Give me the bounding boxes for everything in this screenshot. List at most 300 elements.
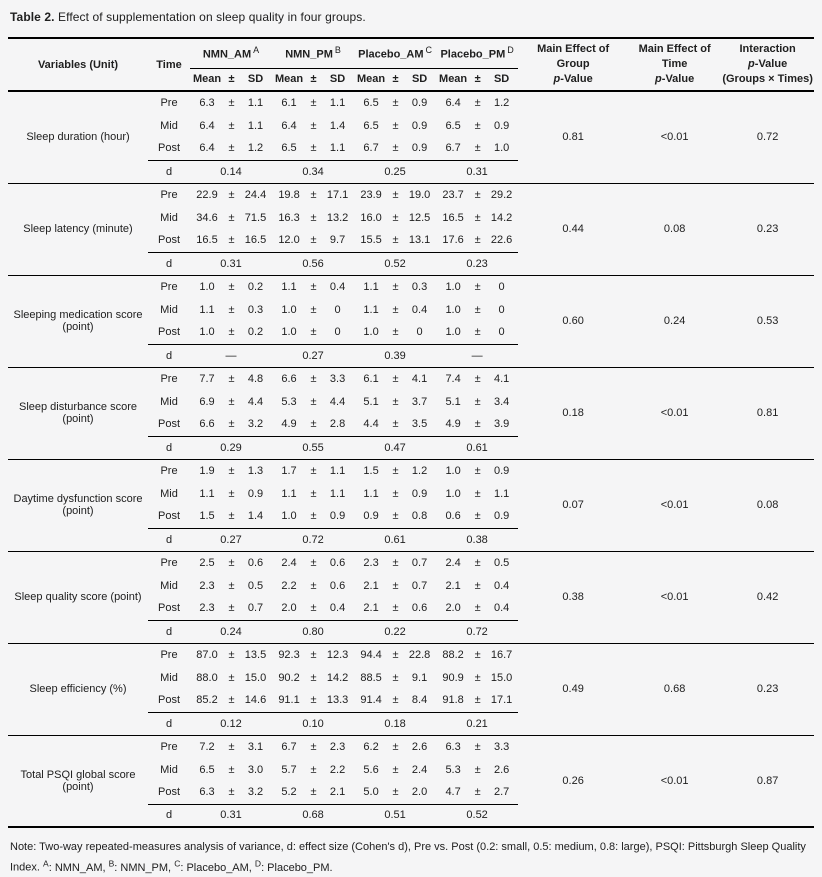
p-interaction-cell: 0.87 bbox=[721, 735, 814, 827]
mean-value: 2.1 bbox=[363, 602, 379, 615]
plus-minus: ± bbox=[388, 367, 403, 390]
mean-value: 1.1 bbox=[272, 275, 306, 298]
sd-value: 2.3 bbox=[321, 735, 354, 758]
sd-value: 22.8 bbox=[403, 643, 436, 666]
d-label-cell: d bbox=[148, 528, 190, 551]
p-time-cell: <0.01 bbox=[628, 367, 721, 459]
plus-minus: ± bbox=[392, 671, 399, 684]
plus-minus: ± bbox=[306, 367, 321, 390]
p-italic: p bbox=[748, 58, 755, 71]
p-interaction-cell: 0.72 bbox=[721, 91, 814, 183]
data-row bbox=[8, 459, 814, 482]
mean-value: 2.5 bbox=[190, 551, 224, 574]
mean-value: 1.1 bbox=[363, 487, 379, 500]
sd-value: 0.4 bbox=[321, 275, 354, 298]
d-value-cell: 0.23 bbox=[436, 252, 518, 275]
time-cell: Post bbox=[157, 142, 180, 155]
plus-minus: ± bbox=[474, 142, 481, 155]
d-value-cell: 0.14 bbox=[190, 160, 272, 183]
sd-value: 2.6 bbox=[493, 763, 510, 776]
mean-value: 4.4 bbox=[363, 418, 379, 431]
p-time-cell: <0.01 bbox=[628, 551, 721, 643]
sd-value: 15.0 bbox=[490, 671, 513, 684]
sd-value: 2.6 bbox=[403, 735, 436, 758]
p-time-cell: <0.01 bbox=[628, 735, 721, 827]
variable-cell: Sleep duration (hour) bbox=[8, 91, 148, 183]
d-value-cell: 0.56 bbox=[272, 252, 354, 275]
sd-value: 1.1 bbox=[493, 487, 510, 500]
mean-value: 90.9 bbox=[442, 671, 464, 684]
mean-value: 2.1 bbox=[363, 579, 379, 592]
data-row bbox=[8, 735, 814, 758]
plus-minus: ± bbox=[474, 694, 481, 707]
sd-value: 0.9 bbox=[411, 142, 428, 155]
plus-minus: ± bbox=[470, 735, 485, 758]
mean-value: 6.5 bbox=[363, 119, 379, 132]
mean-value: 6.7 bbox=[445, 142, 461, 155]
sd-value: 0.4 bbox=[493, 602, 510, 615]
plus-minus: ± bbox=[310, 326, 317, 339]
plus-minus: ± bbox=[306, 735, 321, 758]
note-superscript: B bbox=[108, 858, 115, 869]
mean-value: 6.3 bbox=[436, 735, 470, 758]
mean-value: 1.1 bbox=[281, 487, 297, 500]
col-header-interaction bbox=[721, 38, 814, 91]
sd-value: 3.3 bbox=[321, 367, 354, 390]
d-value-cell: 0.10 bbox=[272, 712, 354, 735]
mean-value: 91.4 bbox=[360, 694, 382, 707]
plus-minus: ± bbox=[228, 418, 235, 431]
d-value-cell: 0.12 bbox=[190, 712, 272, 735]
d-value-cell: 0.38 bbox=[436, 528, 518, 551]
sd-value: 29.2 bbox=[485, 183, 518, 206]
sd-value: 13.2 bbox=[326, 211, 349, 224]
d-value-cell: — bbox=[190, 344, 272, 367]
plus-minus: ± bbox=[392, 602, 399, 615]
note-superscript: A bbox=[43, 858, 49, 869]
time-cell: Mid bbox=[160, 579, 178, 592]
stat-header-line1: Interaction bbox=[739, 43, 796, 56]
plus-minus: ± bbox=[392, 694, 399, 707]
plus-minus: ± bbox=[310, 142, 317, 155]
plus-minus: ± bbox=[310, 418, 317, 431]
sd-value: 0.9 bbox=[493, 510, 510, 523]
sd-value: 0.8 bbox=[411, 510, 428, 523]
plus-minus: ± bbox=[474, 671, 481, 684]
mean-value: 2.3 bbox=[354, 551, 388, 574]
sd-value: 1.4 bbox=[247, 510, 264, 523]
variable-cell: Total PSQI global score (point) bbox=[8, 735, 148, 827]
mean-value: 2.2 bbox=[281, 579, 297, 592]
sd-value: 19.0 bbox=[403, 183, 436, 206]
plus-minus: ± bbox=[392, 579, 399, 592]
sd-value: 1.2 bbox=[485, 91, 518, 114]
time-cell: Pre bbox=[148, 367, 190, 390]
plus-minus: ± bbox=[228, 303, 235, 316]
mean-value: 6.4 bbox=[199, 142, 215, 155]
plus-minus: ± bbox=[388, 459, 403, 482]
table-title-text: Effect of supplementation on sleep quality in four groups. bbox=[58, 10, 366, 24]
plus-minus: ± bbox=[392, 326, 399, 339]
p-group-cell: 0.44 bbox=[518, 183, 628, 275]
mean-value: 6.5 bbox=[281, 142, 297, 155]
mean-value: 6.5 bbox=[199, 763, 215, 776]
table-title-label: Table 2. bbox=[10, 10, 55, 24]
plus-minus: ± bbox=[474, 303, 481, 316]
time-cell: Post bbox=[157, 786, 180, 799]
mean-value: 2.3 bbox=[199, 579, 215, 592]
plus-minus: ± bbox=[392, 487, 399, 500]
mean-value: 1.7 bbox=[272, 459, 306, 482]
mean-value: 91.8 bbox=[442, 694, 464, 707]
p-time-cell: <0.01 bbox=[628, 91, 721, 183]
d-value-cell: 0.80 bbox=[272, 620, 354, 643]
plus-minus: ± bbox=[470, 91, 485, 114]
plus-minus: ± bbox=[388, 551, 403, 574]
mean-value: 1.0 bbox=[199, 326, 215, 339]
mean-value: 1.0 bbox=[445, 303, 461, 316]
plus-minus: ± bbox=[228, 142, 235, 155]
plus-minus: ± bbox=[224, 275, 239, 298]
variable-cell: Sleep efficiency (%) bbox=[8, 643, 148, 735]
d-value-cell: 0.31 bbox=[436, 160, 518, 183]
plus-minus: ± bbox=[474, 395, 481, 408]
plus-minus: ± bbox=[392, 418, 399, 431]
group-superscript: A bbox=[253, 45, 260, 56]
plus-minus: ± bbox=[388, 735, 403, 758]
col-header-sd: SD bbox=[321, 68, 354, 91]
sd-value: 0.5 bbox=[247, 579, 264, 592]
time-cell: Post bbox=[157, 510, 180, 523]
mean-value: 5.3 bbox=[281, 395, 297, 408]
sd-value: 0.2 bbox=[247, 326, 264, 339]
d-value-cell: 0.18 bbox=[354, 712, 436, 735]
d-value-cell: 0.27 bbox=[272, 344, 354, 367]
mean-value: 6.7 bbox=[363, 142, 379, 155]
mean-value: 88.0 bbox=[196, 671, 218, 684]
time-cell: Post bbox=[157, 694, 180, 707]
col-header-group-nmn-am bbox=[190, 38, 272, 68]
sd-value: 2.8 bbox=[329, 418, 346, 431]
plus-minus: ± bbox=[224, 551, 239, 574]
sd-value: 1.1 bbox=[247, 119, 264, 132]
plus-minus: ± bbox=[228, 671, 235, 684]
p-time-cell: <0.01 bbox=[628, 459, 721, 551]
col-header-sd: SD bbox=[485, 68, 518, 91]
d-value-cell: 0.52 bbox=[436, 804, 518, 827]
p-interaction-cell: 0.23 bbox=[721, 183, 814, 275]
sd-value: 24.4 bbox=[239, 183, 272, 206]
plus-minus: ± bbox=[388, 275, 403, 298]
col-header-time: Time bbox=[148, 38, 190, 91]
table-title bbox=[8, 8, 814, 37]
mean-value: 23.7 bbox=[436, 183, 470, 206]
mean-value: 1.1 bbox=[199, 303, 215, 316]
sd-value: 1.1 bbox=[239, 91, 272, 114]
sd-value: 4.1 bbox=[485, 367, 518, 390]
p-italic: p bbox=[655, 72, 662, 85]
stat-header-line2: -Value bbox=[754, 58, 788, 71]
mean-value: 90.2 bbox=[278, 671, 300, 684]
stat-header-line2: -Value bbox=[661, 72, 695, 85]
sd-value: 3.4 bbox=[493, 395, 510, 408]
mean-value: 12.0 bbox=[278, 234, 300, 247]
sd-value: 0.7 bbox=[247, 602, 264, 615]
sd-value: 4.1 bbox=[403, 367, 436, 390]
plus-minus: ± bbox=[306, 183, 321, 206]
sd-value: 3.2 bbox=[247, 786, 264, 799]
time-cell: Pre bbox=[148, 459, 190, 482]
d-value-cell: 0.72 bbox=[272, 528, 354, 551]
plus-minus: ± bbox=[470, 275, 485, 298]
col-header-group-placebo-am bbox=[354, 38, 436, 68]
mean-value: 1.0 bbox=[281, 510, 297, 523]
sd-value: 4.4 bbox=[247, 395, 264, 408]
plus-minus: ± bbox=[392, 211, 399, 224]
time-cell: Mid bbox=[160, 395, 178, 408]
plus-minus: ± bbox=[228, 579, 235, 592]
plus-minus: ± bbox=[306, 91, 321, 114]
p-interaction-cell: 0.23 bbox=[721, 643, 814, 735]
table-body bbox=[8, 91, 814, 827]
stat-header-line2: -Value bbox=[560, 72, 593, 85]
stat-header-line1: Main Effect of Time bbox=[638, 43, 711, 71]
sd-value: 17.1 bbox=[321, 183, 354, 206]
sd-value: 3.7 bbox=[411, 395, 428, 408]
sd-value: 2.2 bbox=[329, 763, 346, 776]
mean-value: 4.9 bbox=[281, 418, 297, 431]
d-value-cell: 0.52 bbox=[354, 252, 436, 275]
sd-value: 14.2 bbox=[326, 671, 349, 684]
plus-minus: ± bbox=[228, 694, 235, 707]
sd-value: 3.0 bbox=[247, 763, 264, 776]
note-abbrev: $^A$: NMN_AM, $^B$: NMN_PM, $^C$: Placebo_AM, $^D$: Placebo_PM. bbox=[43, 858, 333, 874]
stat-header-line3: (Groups × Times) bbox=[722, 72, 813, 85]
note-superscript: C bbox=[174, 858, 181, 869]
sd-value: 0.9 bbox=[403, 91, 436, 114]
data-row bbox=[8, 275, 814, 298]
mean-value: 87.0 bbox=[190, 643, 224, 666]
sd-value: 1.3 bbox=[239, 459, 272, 482]
sd-value: 13.1 bbox=[408, 234, 431, 247]
time-cell: Post bbox=[157, 418, 180, 431]
sd-value: 12.5 bbox=[408, 211, 431, 224]
sd-value: 2.4 bbox=[411, 763, 428, 776]
mean-value: 1.9 bbox=[190, 459, 224, 482]
mean-value: 1.1 bbox=[363, 303, 379, 316]
time-cell: Mid bbox=[160, 211, 178, 224]
sd-value: 1.4 bbox=[329, 119, 346, 132]
col-header-mean: Mean bbox=[190, 68, 224, 91]
p-group-cell: 0.38 bbox=[518, 551, 628, 643]
p-italic: p bbox=[553, 72, 561, 85]
d-label-cell: d bbox=[148, 804, 190, 827]
plus-minus: ± bbox=[470, 459, 485, 482]
time-cell: Mid bbox=[160, 763, 178, 776]
sd-value: 0.9 bbox=[485, 459, 518, 482]
d-value-cell: 0.51 bbox=[354, 804, 436, 827]
sd-value: 4.4 bbox=[329, 395, 346, 408]
group-name: NMN_AM bbox=[202, 49, 252, 62]
mean-value: 2.3 bbox=[199, 602, 215, 615]
plus-minus: ± bbox=[470, 367, 485, 390]
time-cell: Pre bbox=[148, 275, 190, 298]
plus-minus: ± bbox=[224, 735, 239, 758]
time-cell: Post bbox=[157, 602, 180, 615]
sd-value: 13.5 bbox=[239, 643, 272, 666]
sd-value: 1.2 bbox=[403, 459, 436, 482]
plus-minus: ± bbox=[228, 763, 235, 776]
sd-value: 12.3 bbox=[321, 643, 354, 666]
plus-minus: ± bbox=[474, 510, 481, 523]
sd-value: 17.1 bbox=[490, 694, 513, 707]
plus-minus: ± bbox=[392, 395, 399, 408]
p-time-cell: 0.68 bbox=[628, 643, 721, 735]
note-superscript: D bbox=[254, 858, 262, 869]
mean-value: 23.9 bbox=[354, 183, 388, 206]
col-header-pm: ± bbox=[388, 68, 403, 91]
plus-minus: ± bbox=[310, 786, 317, 799]
group-name: Placebo_PM bbox=[440, 49, 506, 62]
group-superscript: C bbox=[425, 45, 433, 56]
mean-value: 6.9 bbox=[199, 395, 215, 408]
col-header-main-effect-group bbox=[518, 38, 628, 91]
plus-minus: ± bbox=[310, 579, 317, 592]
mean-value: 88.2 bbox=[436, 643, 470, 666]
mean-value: 0.6 bbox=[445, 510, 461, 523]
plus-minus: ± bbox=[392, 763, 399, 776]
mean-value: 92.3 bbox=[272, 643, 306, 666]
sd-value: 0.2 bbox=[239, 275, 272, 298]
plus-minus: ± bbox=[392, 786, 399, 799]
plus-minus: ± bbox=[470, 183, 485, 206]
sd-value: 1.1 bbox=[321, 91, 354, 114]
sd-value: 0.9 bbox=[411, 119, 428, 132]
p-group-cell: 0.07 bbox=[518, 459, 628, 551]
sd-value: 22.6 bbox=[490, 234, 513, 247]
plus-minus: ± bbox=[474, 786, 481, 799]
d-value-cell: 0.34 bbox=[272, 160, 354, 183]
plus-minus: ± bbox=[224, 459, 239, 482]
data-row bbox=[8, 551, 814, 574]
mean-value: 15.5 bbox=[360, 234, 382, 247]
time-cell: Post bbox=[157, 234, 180, 247]
sd-value: 13.3 bbox=[326, 694, 349, 707]
col-header-pm: ± bbox=[306, 68, 321, 91]
sd-value: 0.9 bbox=[493, 119, 510, 132]
plus-minus: ± bbox=[310, 510, 317, 523]
mean-value: 6.4 bbox=[199, 119, 215, 132]
mean-value: 6.4 bbox=[281, 119, 297, 132]
sd-value: 0 bbox=[498, 326, 505, 339]
sd-value: 2.0 bbox=[411, 786, 428, 799]
mean-value: 5.2 bbox=[281, 786, 297, 799]
plus-minus: ± bbox=[392, 119, 399, 132]
sd-value: 0 bbox=[485, 275, 518, 298]
plus-minus: ± bbox=[228, 487, 235, 500]
plus-minus: ± bbox=[392, 234, 399, 247]
data-row bbox=[8, 643, 814, 666]
time-cell: Pre bbox=[148, 551, 190, 574]
mean-value: 2.0 bbox=[445, 602, 461, 615]
d-value-cell: 0.55 bbox=[272, 436, 354, 459]
plus-minus: ± bbox=[228, 211, 235, 224]
plus-minus: ± bbox=[392, 142, 399, 155]
mean-value: 1.0 bbox=[363, 326, 379, 339]
plus-minus: ± bbox=[310, 234, 317, 247]
p-interaction-cell: 0.08 bbox=[721, 459, 814, 551]
sd-value: 2.7 bbox=[493, 786, 510, 799]
plus-minus: ± bbox=[474, 211, 481, 224]
mean-value: 6.5 bbox=[445, 119, 461, 132]
sd-value: 1.1 bbox=[329, 487, 346, 500]
sd-value: 0.6 bbox=[321, 551, 354, 574]
sd-value: 0.3 bbox=[403, 275, 436, 298]
plus-minus: ± bbox=[228, 602, 235, 615]
col-header-mean: Mean bbox=[436, 68, 470, 91]
mean-value: 19.8 bbox=[272, 183, 306, 206]
sd-value: 1.0 bbox=[493, 142, 510, 155]
d-value-cell: 0.29 bbox=[190, 436, 272, 459]
col-header-group-placebo-pm bbox=[436, 38, 518, 68]
time-cell: Mid bbox=[160, 119, 178, 132]
mean-value: 2.1 bbox=[445, 579, 461, 592]
mean-value: 1.0 bbox=[436, 275, 470, 298]
sd-value: 1.1 bbox=[329, 142, 346, 155]
sd-value: 14.2 bbox=[490, 211, 513, 224]
d-value-cell: 0.31 bbox=[190, 252, 272, 275]
time-cell: Mid bbox=[160, 303, 178, 316]
p-group-cell: 0.81 bbox=[518, 91, 628, 183]
plus-minus: ± bbox=[228, 786, 235, 799]
data-row bbox=[8, 91, 814, 114]
p-interaction-cell: 0.42 bbox=[721, 551, 814, 643]
d-value-cell: 0.61 bbox=[354, 528, 436, 551]
p-group-cell: 0.60 bbox=[518, 275, 628, 367]
sd-value: 0.3 bbox=[247, 303, 264, 316]
mean-value: 5.7 bbox=[281, 763, 297, 776]
mean-value: 5.3 bbox=[445, 763, 461, 776]
time-cell: Mid bbox=[160, 671, 178, 684]
d-label-cell: d bbox=[148, 160, 190, 183]
group-name: Placebo_AM bbox=[358, 49, 424, 62]
sd-value: 14.6 bbox=[244, 694, 267, 707]
plus-minus: ± bbox=[388, 643, 403, 666]
group-name: NMN_PM bbox=[285, 49, 333, 62]
plus-minus: ± bbox=[228, 510, 235, 523]
plus-minus: ± bbox=[310, 119, 317, 132]
sd-value: 3.1 bbox=[239, 735, 272, 758]
d-value-cell: 0.39 bbox=[354, 344, 436, 367]
plus-minus: ± bbox=[474, 602, 481, 615]
plus-minus: ± bbox=[474, 418, 481, 431]
mean-value: 5.6 bbox=[363, 763, 379, 776]
mean-value: 2.4 bbox=[272, 551, 306, 574]
mean-value: 1.1 bbox=[354, 275, 388, 298]
mean-value: 2.4 bbox=[436, 551, 470, 574]
sd-value: 8.4 bbox=[411, 694, 428, 707]
col-header-variables: Variables (Unit) bbox=[8, 38, 148, 91]
plus-minus: ± bbox=[224, 91, 239, 114]
plus-minus: ± bbox=[224, 183, 239, 206]
mean-value: 4.9 bbox=[445, 418, 461, 431]
plus-minus: ± bbox=[310, 694, 317, 707]
mean-value: 5.1 bbox=[363, 395, 379, 408]
variable-cell: Sleep disturbance score (point) bbox=[8, 367, 148, 459]
mean-value: 6.3 bbox=[199, 786, 215, 799]
sd-value: 3.9 bbox=[493, 418, 510, 431]
sd-value: 0.7 bbox=[403, 551, 436, 574]
